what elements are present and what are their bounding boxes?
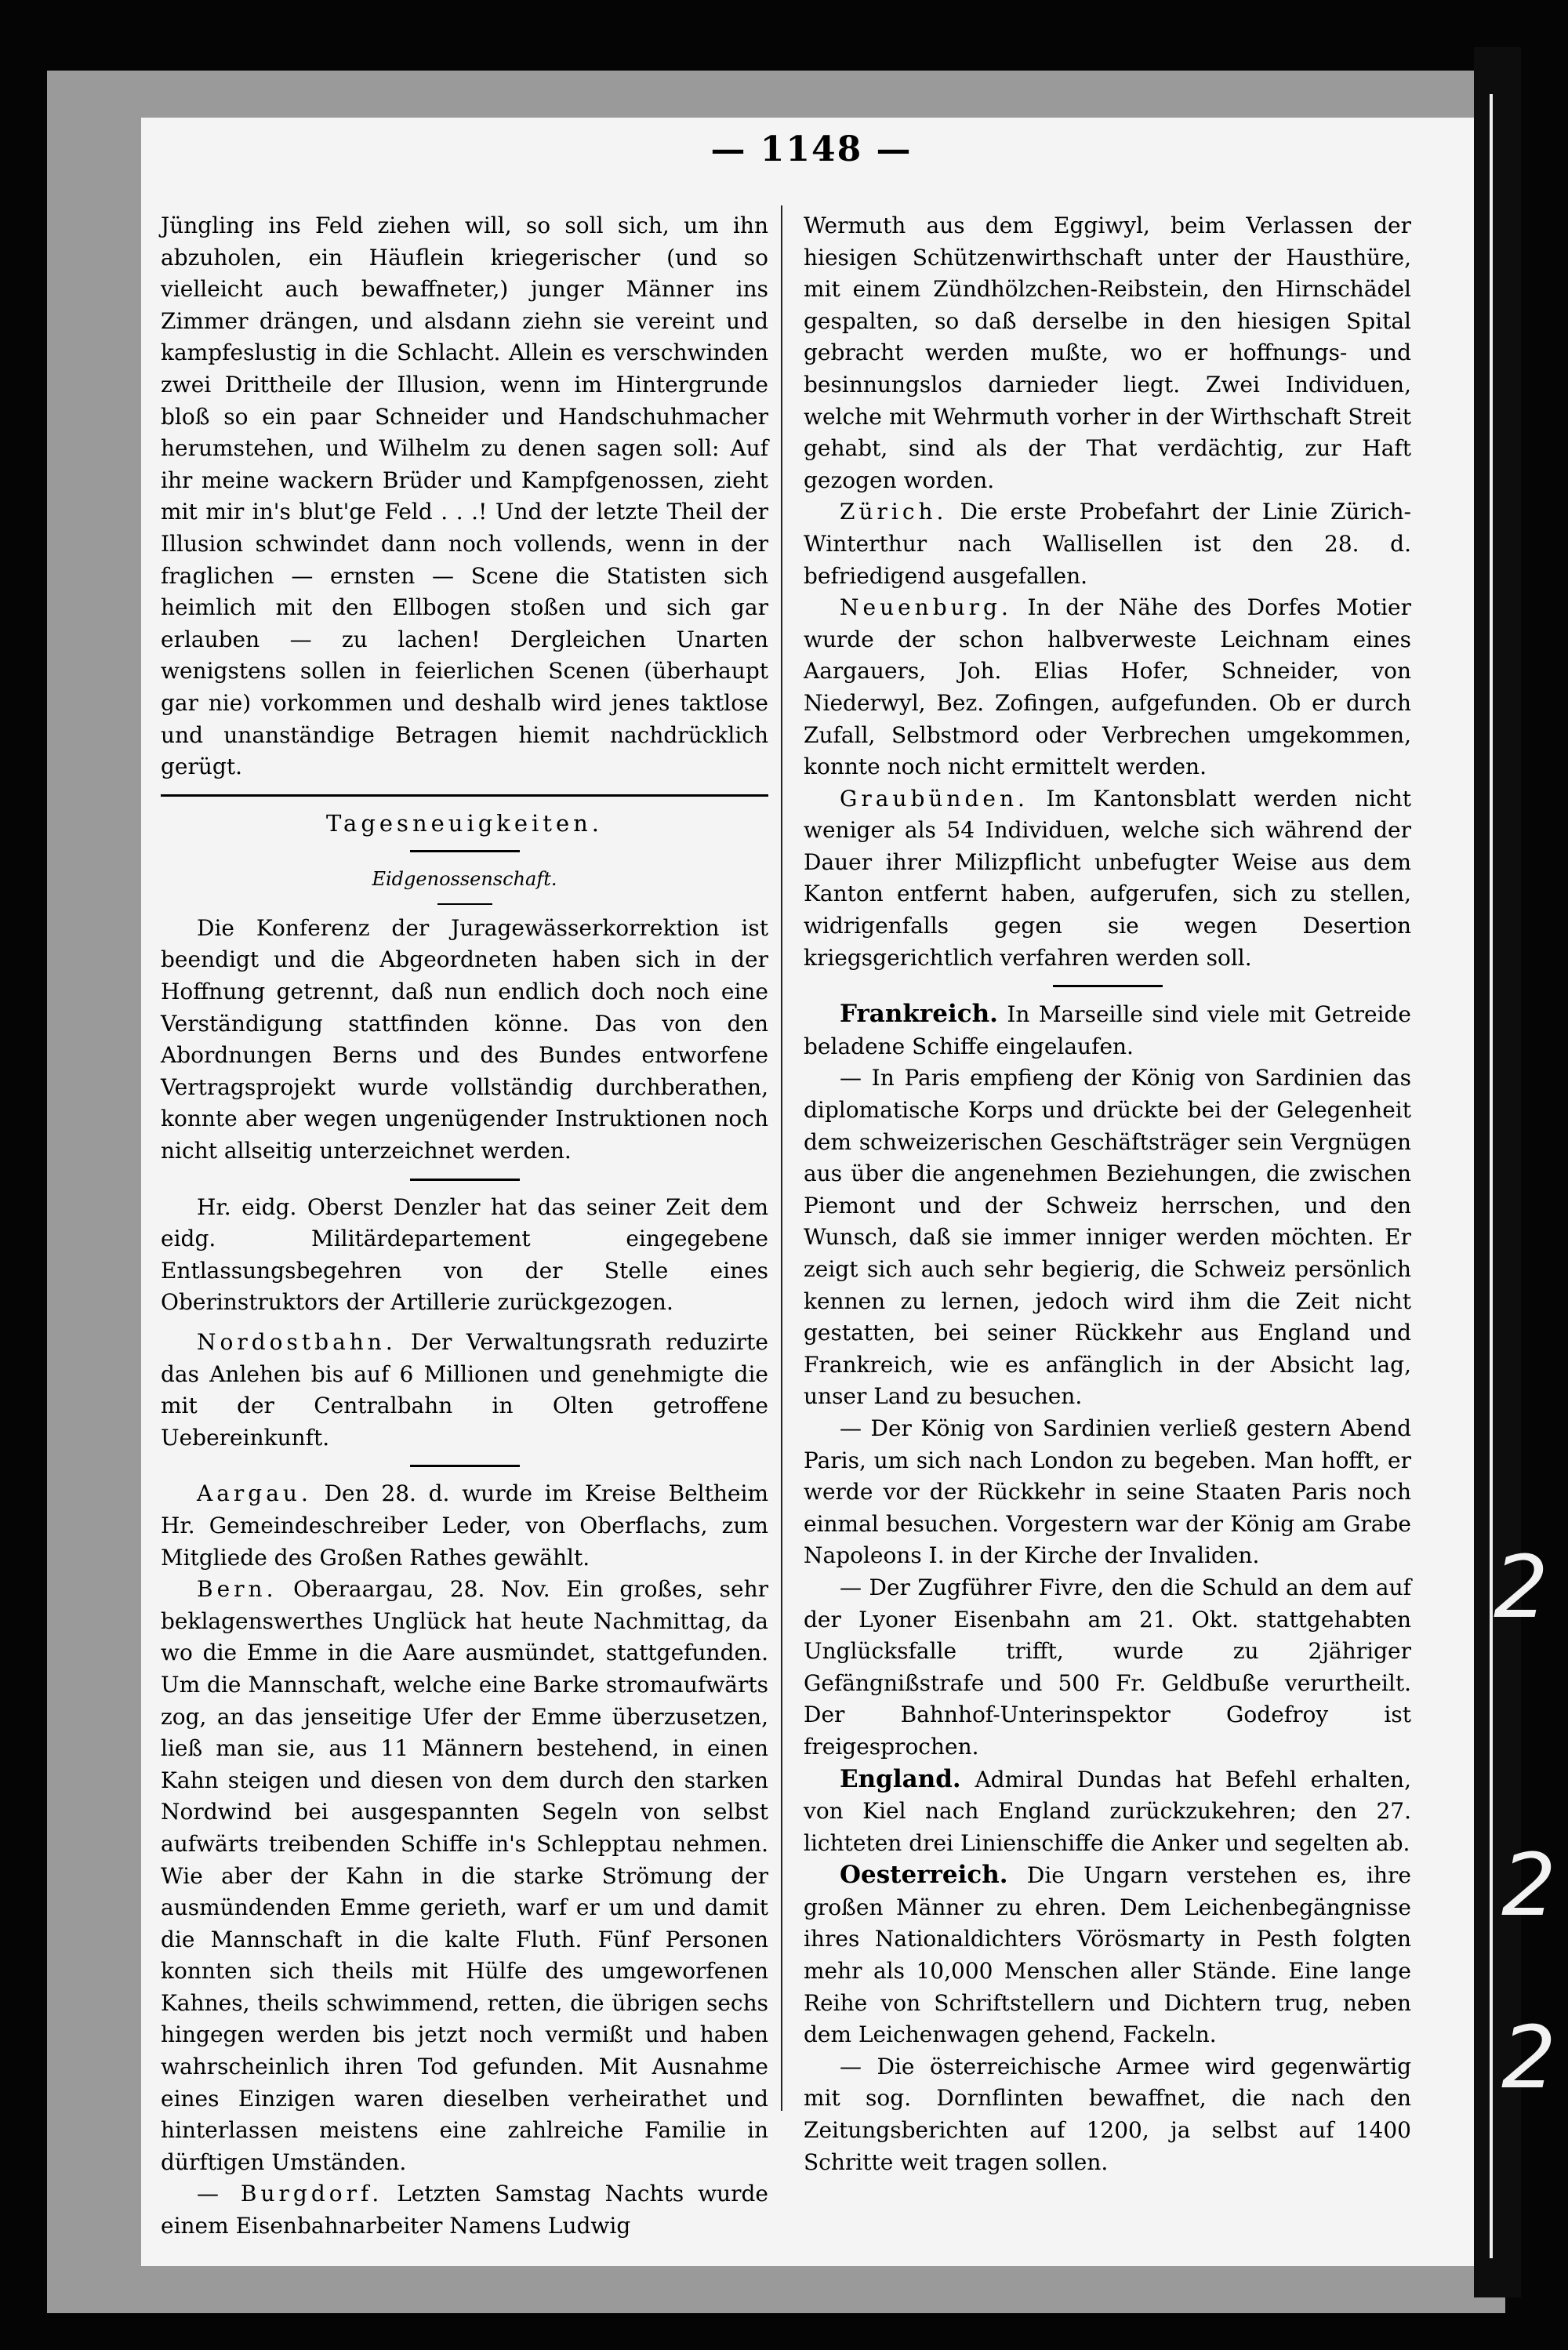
news-item-text: Oberaargau, 28. Nov. Ein großes, sehr beklagenswerthes Unglück hat heute Nachmittag, da wo die Emme in die Aare ausmündet, stattgefunden. Um die Mannschaft, welche eine Barke stromaufwärts zog, an das jenseitige Ufer der Emme überzusetzen, ließ man sie, aus 11 Männern bestehend, in einen Kahn steigen und diesen von dem durch den starken Nordwind bei ausgespannten Segeln von selbst aufwärts treibenden Schiffe in's Schlepptau nehmen. Wie aber der Kahn in die starke Strömung der ausmündenden Emme gerieth, warf er um und damit die Mannschaft in die kalte Fluth. Fünf Personen konnten sich theils mit Hülfe des umgeworfenen Kahnes, theils schwimmend, retten, die übrigen sechs hingegen werden bis jetzt noch vermißt und haben wahrscheinlich ihren Tod gefunden. Mit Ausnahme eines Einzigen waren dieselben verheirathet und hinterlassen meistens eine zahlreiche Familie in dürftigen Umständen.	[161, 1576, 768, 2175]
news-item: — Der König von Sardinien verließ gestern Abend Paris, um sich nach London zu begeben. Man hofft, er werde vor der Rückkehr in seine Staaten Paris noch einmal besuchen. Vorgestern war der König am Grabe Napoleons I. in der Kirche der Invaliden.	[804, 1415, 1411, 1569]
item-separator	[410, 1465, 520, 1467]
news-item	[161, 2178, 768, 2242]
news-item	[161, 1478, 768, 1574]
news-item-text: In der Nähe des Dorfes Motier wurde der schon halbverweste Leichnam eines Aargauers, Joh. Elias Hofer, Schneider, von Niederwyl, Bez. Zofingen, aufgefunden. Ob er durch Zufall, Selbstmord oder Verbrechen umgekommen, konnte noch nicht ermittelt werden.	[804, 594, 1411, 780]
right-column	[804, 210, 1411, 2178]
item-separator	[1053, 985, 1163, 987]
news-item: — In Paris empfieng der König von Sardinien das diplomatische Korps und drückte bei der Gelegenheit dem schweizerischen Geschäftsträger sein Vergnügen aus über die angenehmen Beziehungen, die zwischen Piemont und der Schweiz herrschen, und den Wunsch, daß sie immer inniger werden möchten. Er zeigt sich auch sehr begierig, die Schweiz persönlich kennen zu lernen, jedoch wird ihm die Zeit nicht gestatten, bei seiner Rückkehr aus England und Frankreich, wie es anfänglich in der Absicht lag, unser Land zu besuchen.	[804, 1065, 1411, 1410]
page-number: — 1148 —	[710, 129, 913, 169]
news-item-text: In Marseille sind viele mit Getreide beladene Schiffe eingelaufen.	[804, 1001, 1411, 1059]
news-item-label: Bern.	[197, 1576, 278, 1603]
section-heading: Tagesneuigkeiten.	[325, 809, 604, 837]
news-item	[804, 592, 1411, 783]
dark-page-edge	[1474, 47, 1521, 2297]
country-label: England.	[840, 1764, 961, 1793]
news-item	[804, 1763, 1411, 1860]
margin-mark: 2	[1501, 1835, 1556, 1935]
news-item-label: Neuenburg.	[840, 594, 1012, 621]
country-label: Oesterreich.	[840, 1861, 1008, 1890]
news-item: Hr. eidg. Oberst Denzler hat das seiner Zeit dem eidg. Militärdepartement eingegebene Entlassungsbegehren von der Stelle eines Oberinstruktors der Artillerie zurückgezogen.	[161, 1193, 768, 1316]
news-item: Die Konferenz der Juragewässerkorrektion ist beendigt und die Abgeordneten haben sich in der Hoffnung getrennt, daß nun endlich doch noch eine Verständigung stattfinden könne. Das von den Abordnungen Berns und des Bundes entworfene Vertragsprojekt wurde vollständig durchberathen, konnte aber wegen ungenügender Instruktionen noch nicht allseitig unterzeichnet werden.	[161, 914, 768, 1164]
news-item	[161, 1574, 768, 2178]
column-divider	[781, 205, 782, 2111]
news-item-label: Graubünden.	[840, 785, 1029, 812]
news-item-continuation: Wermuth aus dem Eggiwyl, beim Verlassen der hiesigen Schützenwirthschaft unter der Hausthüre, mit einem Zündhölzchen-Reibstein, den Hirnschädel gespalten, so daß derselbe in den hiesigen Spital gebracht werden mußte, wo er hoffnungs- und besinnungslos darnieder liegt. Zwei Individuen, welche mit Wehrmuth vorher in der Wirthschaft Streit gehabt, sind als der That verdächtig, zur Haft gezogen worden.	[804, 212, 1411, 493]
news-item-text: Die Ungarn verstehen es, ihre großen Männer zu ehren. Dem Leichenbegängnisse ihres Nationaldichters Vörösmarty in Pesth folgten mehr als 10,000 Menschen aller Stände. Eine lange Reihe von Schriftstellern und Dichtern trug, neben dem Leichenwagen gehend, Fackeln.	[804, 1862, 1411, 2048]
news-item-label: — Burgdorf.	[197, 2181, 383, 2207]
left-column	[161, 210, 768, 2243]
item-separator	[410, 1179, 520, 1181]
subheading-rule	[437, 903, 492, 905]
news-item-label: Zürich.	[840, 499, 948, 525]
news-item	[804, 496, 1411, 592]
news-item	[804, 998, 1411, 1062]
section-rule	[161, 794, 768, 797]
news-item-label: Aargau.	[197, 1480, 312, 1507]
margin-mark: 2	[1501, 2007, 1556, 2108]
margin-line	[1490, 94, 1493, 2258]
country-label: Frankreich.	[840, 1000, 998, 1029]
news-item-text: Die erste Probefahrt der Linie Zürich-Winterthur nach Wallisellen ist den 28. d. befriedigend ausgefallen.	[804, 499, 1411, 589]
news-item	[804, 783, 1411, 975]
article-continuation: Jüngling ins Feld ziehen will, so soll sich, um ihn abzuholen, ein Häuflein kriegerischer (und so vielleicht auch bewaffneter,) junger Männer ins Zimmer drängen, und alsdann ziehn sie vereint und kampfeslustig in die Schlacht. Allein es verschwinden zwei Drittheile der Illusion, wenn im Hintergrunde bloß so ein paar Schneider und Handschuhmacher herumstehen, und Wilhelm zu denen sagen soll: Auf ihr meine wackern Brüder und Kampfgenossen, zieht mit mir in's blut'ge Feld . . .! Und der letzte Theil der Illusion schwindet dann noch vollends, wenn in der fraglichen — ernsten — Scene die Statisten sich heimlich mit den Ellbogen stoßen und sich gar erlauben — zu lachen! Dergleichen Unarten wenigstens sollen in feierlichen Scenen (überhaupt gar nie) vorkommen und deshalb wird jenes taktlose und unanständige Betragen hiemit nachdrücklich gerügt.	[161, 212, 768, 780]
news-item-text: Letzten Samstag Nachts wurde einem Eisenbahnarbeiter Namens Ludwig	[161, 2181, 769, 2239]
news-item-text: Admiral Dundas hat Befehl erhalten, von Kiel nach England zurückzukehren; den 27. lichteten drei Linienschiffe die Anker und segelten ab.	[804, 1766, 1411, 1856]
news-item	[804, 1859, 1411, 2051]
heading-rule	[410, 850, 520, 852]
news-item-text: Der Verwaltungsrath reduzirte das Anlehen bis auf 6 Millionen und genehmigte die mit der Centralbahn in Olten getroffene Uebereinkunft.	[161, 1329, 768, 1451]
news-item-text: Im Kantonsblatt werden nicht weniger als 54 Individuen, welche sich während der Dauer ihrer Milizpflicht unbefugter Weise aus dem Kanton entfernt haben, aufgerufen, sich zu stellen, widrigenfalls gegen sie wegen Desertion kriegsgerichtlich verfahren werden soll.	[804, 785, 1411, 971]
news-item-text: Den 28. d. wurde im Kreise Beltheim Hr. Gemeindeschreiber Leder, von Oberflachs, zum Mitgliede des Großen Rathes gewählt.	[161, 1480, 768, 1571]
news-item: — Die österreichische Armee wird gegenwärtig mit sog. Dornflinten bewaffnet, die nach den Zeitungsberichten auf 1200, ja selbst auf 1400 Schritte weit tragen sollen.	[804, 2053, 1411, 2175]
news-item	[161, 1327, 768, 1454]
news-item: — Der Zugführer Fivre, den die Schuld an dem auf der Lyoner Eisenbahn am 21. Okt. stattgehabten Unglücksfalle trifft, wurde zu 2jähriger Gefängnißstrafe und 500 Fr. Geldbuße verurtheilt. Der Bahnhof-Unterinspektor Godefroy ist freigesprochen.	[804, 1574, 1411, 1760]
subsection-heading: Eidgenossenschaft.	[372, 868, 557, 891]
news-item-label: Nordostbahn.	[197, 1329, 397, 1355]
margin-mark: 2	[1494, 1537, 1548, 1637]
